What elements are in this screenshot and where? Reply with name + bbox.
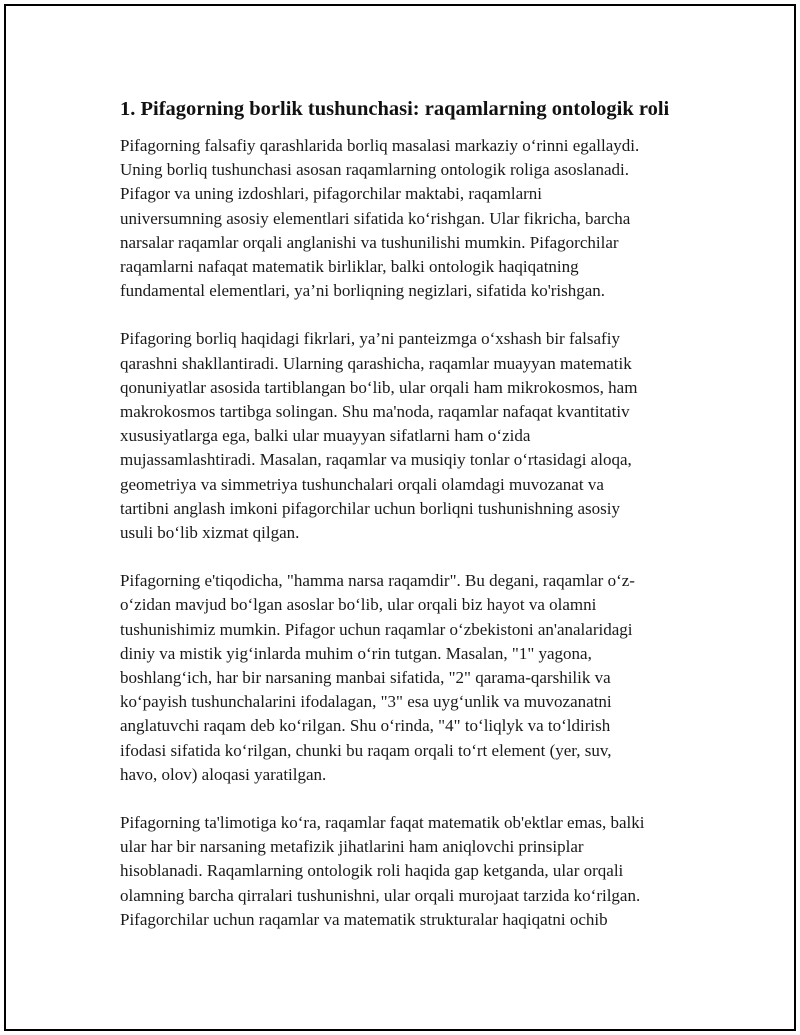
- text-line: geometriya va simmetriya tushunchalari orqali olamdagi muvozanat va: [120, 474, 604, 494]
- text-line: olamning barcha qirralari tushunishni, ular orqali murojaat tarzida ko‘rilgan.: [120, 885, 641, 905]
- text-line: anglatuvchi raqam deb ko‘rilgan. Shu o‘rinda, "4" to‘liqlyk va to‘ldirish: [120, 716, 611, 736]
- paragraph: [120, 327, 702, 545]
- paragraph-list: [120, 134, 702, 932]
- paragraph: [120, 811, 702, 932]
- text-line: universumning asosiy elementlari sifatida ko‘rishgan. Ular fikricha, barcha: [120, 208, 631, 228]
- text-line: Uning borliq tushunchasi asosan raqamlarning ontologik roliga asoslanadi.: [120, 160, 629, 180]
- text-line: xususiyatlarga ega, balki ular muayyan sifatlarni ham o‘zida: [120, 426, 531, 446]
- page-frame: [4, 4, 796, 1031]
- text-line: diniy va mistik yig‘inlarda muhim o‘rin tutgan. Masalan, "1" yagona,: [120, 643, 592, 663]
- text-line: Pifagoring borliq haqidagi fikrlari, ya’ni panteizmga o‘xshash bir falsafiy: [120, 329, 620, 349]
- text-line: narsalar raqamlar orqali anglanishi va tushunilishi mumkin. Pifagorchilar: [120, 232, 619, 252]
- paragraph: [120, 569, 702, 787]
- text-line: Pifagorning falsafiy qarashlarida borliq masalasi markaziy o‘rinni egallaydi.: [120, 136, 640, 155]
- text-line: hisoblanadi. Raqamlarning ontologik roli haqida gap ketganda, ular orqali: [120, 861, 624, 881]
- text-line: ifodasi sifatida ko‘rilgan, chunki bu raqam orqali to‘rt element (yer, suv,: [120, 740, 612, 760]
- text-line: mujassamlashtiradi. Masalan, raqamlar va musiqiy tonlar o‘rtasidagi aloqa,: [120, 450, 632, 470]
- text-line: Pifagorning e'tiqodicha, "hamma narsa raqamdir". Bu degani, raqamlar o‘z-: [120, 571, 635, 591]
- text-line: o‘zidan mavjud bo‘lgan asoslar bo‘lib, ular orqali biz hayot va olamni: [120, 595, 597, 615]
- text-line: ular har bir narsaning metafizik jihatlarini ham aniqlovchi prinsiplar: [120, 837, 584, 857]
- text-line: fundamental elementlari, ya’ni borliqning negizlari, sifatida ko'rishgan.: [120, 281, 606, 301]
- document-content: [120, 96, 702, 956]
- text-line: usuli bo‘lib xizmat qilgan.: [120, 523, 300, 543]
- section-heading: 1. Pifagorning borlik tushunchasi: raqamlarning ontologik roli: [120, 98, 670, 120]
- paragraph: [120, 134, 702, 303]
- text-line: makrokosmos tartibga solingan. Shu ma'noda, raqamlar nafaqat kvantitativ: [120, 402, 630, 422]
- text-line: tartibni anglash imkoni pifagorchilar uchun borliqni tushunishning asosiy: [120, 498, 621, 518]
- text-line: boshlang‘ich, har bir narsaning manbai sifatida, "2" qarama-qarshilik va: [120, 668, 611, 688]
- text-line: qonuniyatlar asosida tartiblangan bo‘lib, ular orqali ham mikrokosmos, ham: [120, 377, 638, 397]
- text-line: raqamlarni nafaqat matematik birliklar, balki ontologik haqiqatning: [120, 257, 579, 277]
- text-line: havo, olov) aloqasi yaratilgan.: [120, 764, 327, 784]
- text-line: Pifagorning ta'limotiga ko‘ra, raqamlar faqat matematik ob'ektlar emas, balki: [120, 813, 645, 833]
- text-line: qarashni shakllantiradi. Ularning qarashicha, raqamlar muayyan matematik: [120, 353, 632, 373]
- text-line: tushunishimiz mumkin. Pifagor uchun raqamlar o‘zbekistoni an'analaridagi: [120, 619, 633, 639]
- text-line: Pifagor va uning izdoshlari, pifagorchilar maktabi, raqamlarni: [120, 184, 543, 204]
- text-line: Pifagorchilar uchun raqamlar va matematik strukturalar haqiqatni ochib: [120, 909, 608, 929]
- text-line: ko‘payish tushunchalarini ifodalagan, "3" esa uyg‘unlik va muvozanatni: [120, 692, 612, 712]
